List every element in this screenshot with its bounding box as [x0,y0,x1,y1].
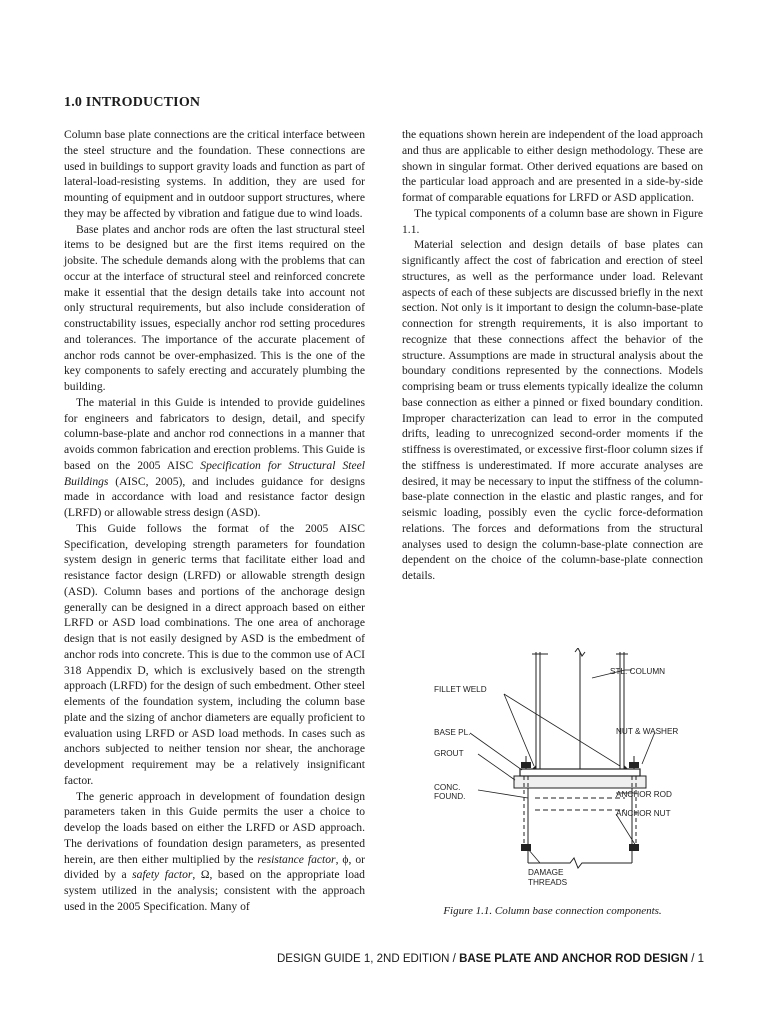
page-footer [277,953,704,965]
text-span: (AISC, 2005), and includes guidance for designs made in accordance with load and resistance factor design (LRFD) or allowable stress design (ASD). [64,474,365,519]
paragraph: This Guide follows the format of the 2005 AISC Specification, developing strength parameters for foundation system design in generic terms that facilitate either load and resistance factor design (LRFD) or allowable strength design (ASD). Column bases and portions of the anchorage design generally can be designed in a direct approach based on either LRFD or ASD load combinations. The one area of anchorage design that is not easily designed by ASD is the embedment of anchor rods into concrete. This is due to the common use of ACI 318 Appendix D, which is exclusively based on the strength approach (LRFD) for the design of such embedment. Other steel elements of the foundation system, including the column base plate and the sizing of anchor diameters are equally proficient to evaluation using LRFD or ASD load methods. In cases such as anchors subjected to neither tension nor shear, the anchorage development requirement may be a relatively insignificant factor. [64,521,365,787]
left-column [64,127,365,915]
paragraph: Material selection and design details of base plates can significantly affect the cost of fabrication and erection of steel structures, as well as the performance under load. Relevant aspects of each of these subjects are discussed briefly in the next section. Not only is it important to design the column-base-plate connection for strength requirements, it is also important to recognize that these connections affect the behavior of the structure. Assumptions are made in structural analysis about the boundary conditions represented by the connections. Models comprising beam or truss elements typically idealize the column base connection as either a pinned or fixed boundary condition. Improper characterization can lead to error in the computed drifts, leading to unrecognized second-order moments if the stiffness is overestimated, or excessive first-floor column sizes if the stiffness is underestimated. If more accurate analyses are desired, it may be necessary to input the stiffness of the column-base-plate connection in the elastic and plastic ranges, and for seismic loading, possibly even the cyclic force-deformation relations. The forces and deformations from the structural analyses used to design the column-base-plate connection are dependent on the choice of the column-base-plate connection details. [402,238,703,582]
grout [514,776,646,788]
label-nut-washer: NUT & WASHER [616,727,679,736]
column-base-diagram [420,648,720,898]
concrete-foundation [528,788,632,868]
italic-title: Specification for Structural Steel Buildings [64,458,366,488]
paragraph [64,789,365,915]
label-anchor-rod: ANCHOR ROD [616,790,672,799]
label-base-pl: BASE PL. [434,728,471,737]
figure-column-base [420,648,720,898]
figure-caption: Figure 1.1. Column base connection components. [443,905,662,917]
label-found: FOUND. [434,792,466,801]
leader-lines [470,670,655,863]
paragraph: Base plates and anchor rods are often the last structural steel items to be designed but are the first items required on the jobsite. The schedule demands along with the problems that can occur at the interface of structural steel and reinforced concrete make it essential that the design details take into account not only structural requirements, but also include consideration of constructability issues, especially anchor rod setting procedures and tolerances. The importance of the accurate placement of anchor rods cannot be over-emphasized. This is the one of the key components to safely erecting and accurately plumbing the building. [64,222,365,393]
label-stl-column: STL. COLUMN [610,667,666,676]
paragraph: Column base plate connections are the critical interface between the steel structure and the foundation. These connections are used in buildings to support gravity loads and function as part of lateral-load-resisting systems. In addition, they are used for mounting of equipment and in outdoor support structures, where they may be affected by vibration and fatigue due to wind loads. [64,128,365,220]
right-column [402,127,703,584]
paragraph: The typical components of a column base are shown in Figure 1.1. [402,206,703,236]
text-span: The generic approach in development of foundation design parameters taken in this Guide permits the user a choice to develop the loads based on either the LRFD or ASD approach. The derivations of foundation design parameters, as presented herein, are then either multiplied by the [64,789,365,866]
paragraph: the equations shown herein are independent of the load approach and thus are applicable to either design methodology. These are shown in singular format. Other derived equations are based on the particular load approach and are presented in a side-by-side format of comparable equations for LRFD or ASD application. [402,128,704,204]
footer-page-number: / 1 [688,953,704,965]
footer-series: DESIGN GUIDE 1, 2ND EDITION / [276,953,460,965]
section-heading: 1.0 INTRODUCTION [64,95,201,110]
label-anchor-nut: ANCHOR NUT [616,809,671,818]
text-span: , Ω, based on the appropriate load system utilized in the analysis; consistent with the approach used in the 2005 Specification. Many of [64,868,365,913]
label-damage: DAMAGE [528,868,564,877]
italic-term: safety factor [132,868,193,882]
text-span: , ϕ, or divided by a [64,852,366,882]
label-grout: GROUT [434,749,464,758]
label-conc: CONC. [434,783,461,792]
label-threads: THREADS [528,878,568,887]
footer-title: BASE PLATE AND ANCHOR ROD DESIGN [459,953,689,965]
italic-term: resistance factor [257,852,336,866]
base-plate [520,769,640,776]
text-span: The material in this Guide is intended to provide guidelines for engineers and fabricators to design, detail, and specify column-base-plate and anchor rod connections in a manner that avoids common fabrication and erection problems. This Guide is based on the 2005 AISC [64,395,365,472]
paragraph [64,395,365,521]
label-fillet-weld: FILLET WELD [434,685,487,694]
